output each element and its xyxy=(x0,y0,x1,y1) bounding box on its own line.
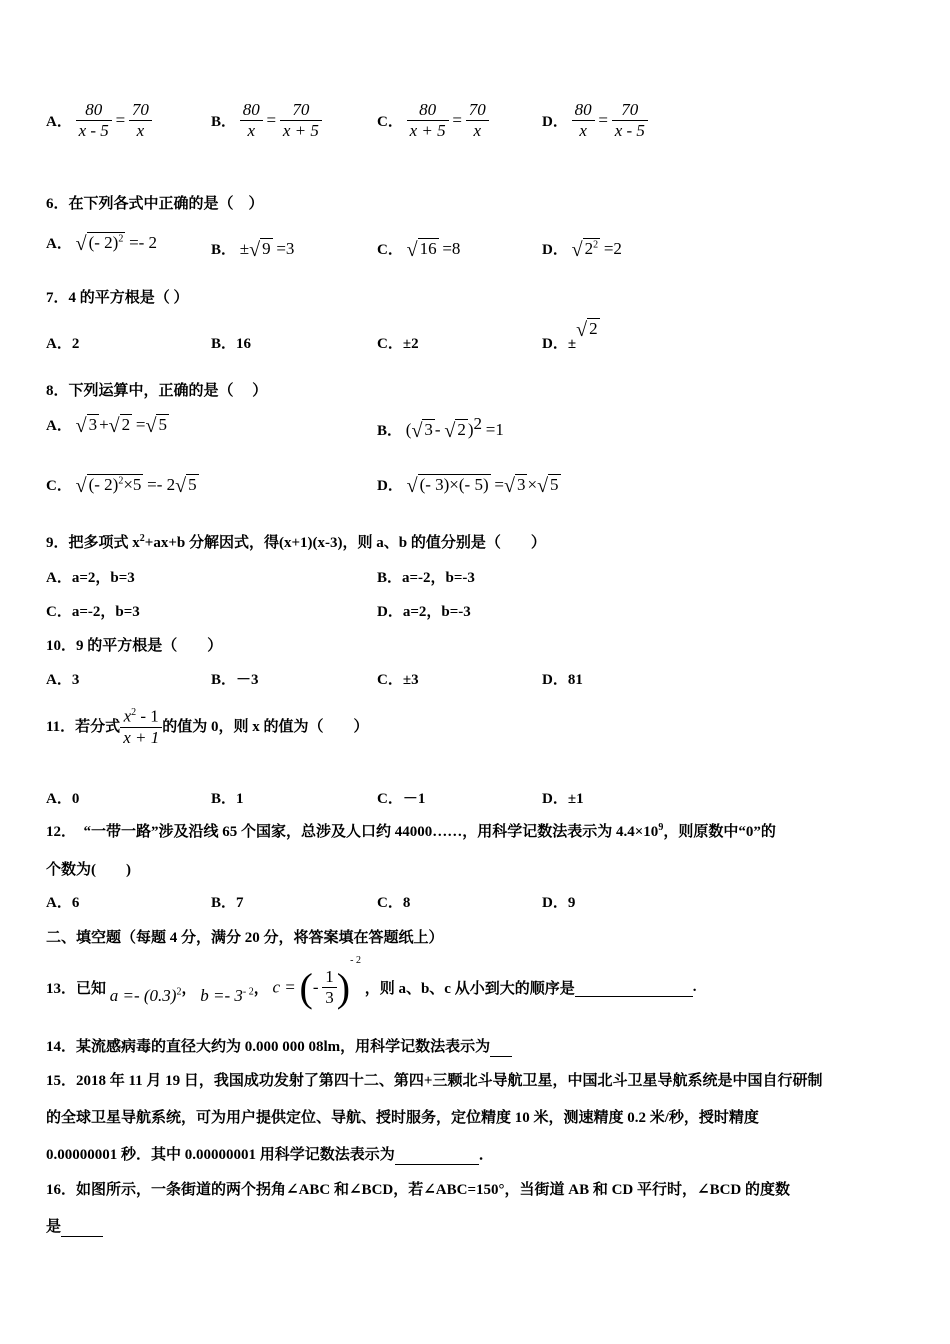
q9-option-c[interactable]: C．a=-2，b=3 xyxy=(46,604,140,620)
fraction: $\frac{70}{x}$ xyxy=(466,100,489,141)
sqrt-expression: √ (- 3)×(- 5) xyxy=(406,474,489,497)
answer-blank[interactable] xyxy=(61,1219,103,1237)
answer-blank[interactable] xyxy=(490,1039,512,1057)
q14-stem: 14．某流感病毒的直径大约为 0.000 000 08lm，用科学记数法表示为 xyxy=(46,1035,512,1057)
q10-option-b[interactable]: B．－3 xyxy=(211,672,259,688)
q15-stem-line3: 0.00000001 秒．其中 0.00000001 用科学记数法表示为 ． xyxy=(46,1147,494,1163)
q7-option-c[interactable]: C．±2 xyxy=(377,336,419,352)
fraction: $\frac{80}{x}$ xyxy=(240,100,263,141)
q11-option-d[interactable]: D．±1 xyxy=(542,791,584,807)
sqrt-expression: √ $2^2$ xyxy=(571,238,599,261)
q5-option-c[interactable]: C． $\frac{80}{x + 5}$ = $\frac{70}{x}$ xyxy=(377,100,489,141)
sqrt-expression: √ 5 xyxy=(175,474,197,497)
q12-option-c[interactable]: C．8 xyxy=(377,895,411,911)
q10-option-a[interactable]: A．3 xyxy=(46,672,80,688)
q15-stem-line2: 的全球卫星导航系统，可为用户提供定位、导航、授时服务，定位精度 10 米，测速精度 0.2 米/秒，授时精度 xyxy=(46,1110,759,1126)
section-title: 二、填空题（每题 4 分，满分 20 分，将答案填在答题纸上） xyxy=(46,930,444,946)
q8-option-a[interactable]: A． √ 3 +√ 2 =√ 5 xyxy=(46,414,167,437)
q7-option-d[interactable]: D．±√ 2 xyxy=(542,318,598,352)
fraction: $\frac{70}{x}$ xyxy=(129,100,152,141)
fraction: $\frac{70}{x - 5}$ xyxy=(612,100,648,141)
q6-option-b[interactable]: B． ±√ 9 =3 xyxy=(211,238,295,261)
q7-stem: 7．4 的平方根是（ ） xyxy=(46,290,189,306)
q6-option-a[interactable]: A． √ (- 2)$^2$ =- 2 xyxy=(46,232,158,255)
q7-option-b[interactable]: B．16 xyxy=(211,336,252,352)
q12-option-a[interactable]: A．6 xyxy=(46,895,80,911)
q5-option-a[interactable]: A． $\frac{80}{x - 5}$ = $\frac{70}{x}$ xyxy=(46,100,152,141)
q10-stem: 10．9 的平方根是（ ） xyxy=(46,638,223,654)
fraction: $\frac{x^2 - 1}{x + 1}$ xyxy=(120,703,162,748)
q12-stem-line2: 个数为( ) xyxy=(46,862,131,878)
q11-option-b[interactable]: B．1 xyxy=(211,791,244,807)
q13-stem: 13．已知 $a =- (0.3)^2$， $b =- 3^{- 2}$， c = (- $\frac{1}{3}$ )$^{- 2}$ ，则 a、b、c 从小到大的顺序是 . xyxy=(46,955,697,1011)
q8-option-c[interactable]: C． √ (- 2)$^2$×5 =- 2√ 5 xyxy=(46,474,197,497)
q11-option-a[interactable]: A．0 xyxy=(46,791,80,807)
q15-stem-line1: 15．2018 年 11 月 19 日，我国成功发射了第四十二、第四+三颗北斗导航卫星，中国北斗卫星导航系统是中国自行研制 xyxy=(46,1073,823,1089)
q16-stem-line1: 16．如图所示，一条街道的两个拐角∠ABC 和∠BCD，若∠ABC=150°，当街道 AB 和 CD 平行时，∠BCD 的度数 xyxy=(46,1182,791,1198)
sqrt-expression: √ 9 xyxy=(249,238,271,261)
sqrt-expression: √ (- 2)$^2$ xyxy=(75,232,124,255)
q5-option-d[interactable]: D． $\frac{80}{x}$ = $\frac{70}{x - 5}$ xyxy=(542,100,648,141)
q12-stem-line1: 12． “一带一路”涉及沿线 65 个国家，总涉及人口约 44000……，用科学记数法表示为 $4.4\times 10^9$，则原数中“0”的 xyxy=(46,822,776,840)
sqrt-expression: √ 3 xyxy=(75,414,98,437)
sqrt-expression: √ 3 xyxy=(503,474,526,497)
fraction: $\frac{80}{x}$ xyxy=(572,100,595,141)
q10-option-d[interactable]: D．81 xyxy=(542,672,583,688)
q12-option-d[interactable]: D．9 xyxy=(542,895,576,911)
option-label: D． xyxy=(542,114,568,130)
q16-stem-line2: 是 xyxy=(46,1215,103,1237)
sqrt-expression: √ 5 xyxy=(145,414,167,437)
fraction: $\frac{80}{x + 5}$ xyxy=(407,100,449,141)
answer-blank[interactable] xyxy=(575,979,693,997)
q8-option-b[interactable]: B． (√ 3 - √ 2 )$^2$ =1 xyxy=(377,414,504,442)
q9-option-b[interactable]: B．a=-2，b=-3 xyxy=(377,570,475,586)
q6-option-d[interactable]: D． √ $2^2 =2$ xyxy=(542,238,622,261)
sqrt-expression: √ 2 xyxy=(444,419,466,442)
sqrt-expression: √ 2 xyxy=(576,318,598,341)
option-label: C． xyxy=(377,114,403,130)
sqrt-expression: √ (- 2)$^2$×5 xyxy=(75,474,142,497)
sqrt-expression: √ 5 xyxy=(537,474,559,497)
answer-blank[interactable] xyxy=(395,1147,479,1165)
fraction: $\frac{80}{x - 5}$ xyxy=(76,100,112,141)
q12-option-b[interactable]: B．7 xyxy=(211,895,244,911)
q6-stem: 6．在下列各式中正确的是（ ） xyxy=(46,196,264,212)
fraction: $\frac{1}{3}$ xyxy=(322,967,337,1008)
sqrt-expression: √ 3 xyxy=(411,419,433,442)
q8-option-d[interactable]: D． √ (- 3)×(- 5) =√ 3 ×√ 5 xyxy=(377,474,559,497)
option-label: A． xyxy=(46,114,72,130)
q6-option-c[interactable]: C． √ 16 =8 xyxy=(377,238,461,261)
q10-option-c[interactable]: C．±3 xyxy=(377,672,419,688)
q9-stem: 9．把多项式 $x^2+ax+b$ 分解因式，得(x+1)(x-3)，则 a、b 的值分别是（ ） xyxy=(46,533,546,551)
q9-option-d[interactable]: D．a=2，b=-3 xyxy=(377,604,471,620)
q11-option-c[interactable]: C．－1 xyxy=(377,791,426,807)
sqrt-expression: √ 16 xyxy=(406,238,437,261)
sqrt-expression: √ 2 xyxy=(108,414,131,437)
q8-stem: 8．下列运算中，正确的是（ ） xyxy=(46,383,268,399)
option-label: B． xyxy=(211,114,237,130)
q11-stem: 11．若分式 $\frac{x^2 - 1}{x + 1}$ 的值为 0，则 x 的值为（ ） xyxy=(46,703,368,748)
q5-option-b[interactable]: B． $\frac{80}{x}$ = $\frac{70}{x + 5}$ xyxy=(211,100,322,141)
fraction: $\frac{70}{x + 5}$ xyxy=(280,100,322,141)
q9-option-a[interactable]: A．a=2，b=3 xyxy=(46,570,135,586)
q7-option-a[interactable]: A．2 xyxy=(46,336,80,352)
